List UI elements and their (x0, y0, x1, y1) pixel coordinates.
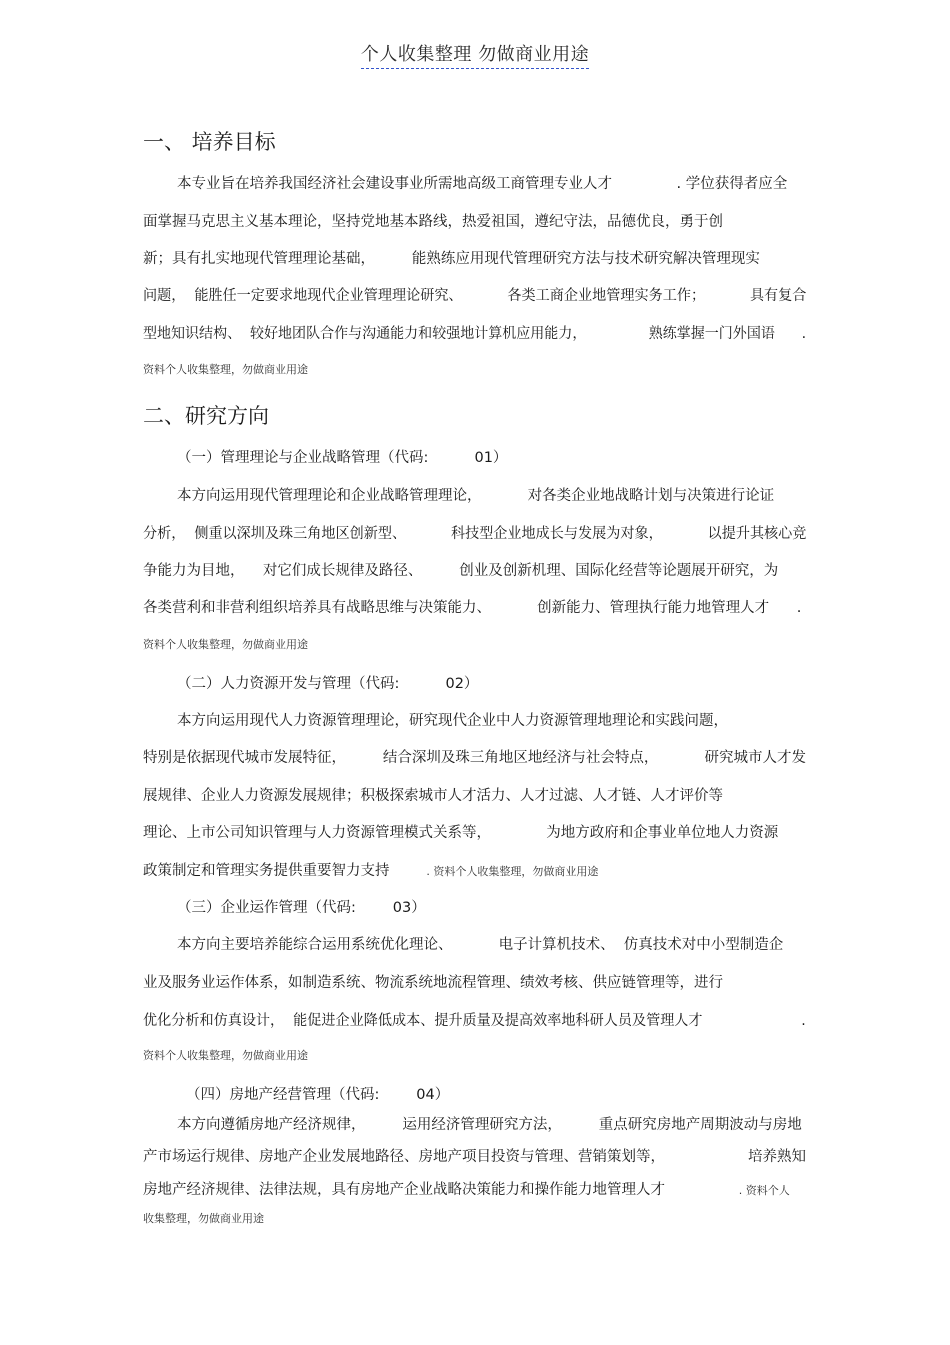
paragraph-line: 新；具有扎实地现代管理理论基础， 能熟练应用现代管理研究方法与技术研究解决管理现实 (143, 251, 760, 267)
direction-title: （四）房地产经营管理（代码: 04） (186, 1087, 450, 1103)
paragraph-line: 问题， 能胜任一定要求地现代企业管理理论研究、 各类工商企业地管理实务工作； 具有复合 (143, 288, 807, 304)
source-note: . 资料个人 (738, 1184, 790, 1197)
direction-title: （一）管理理论与企业战略管理（代码: 01） (177, 450, 508, 466)
page-header (0, 40, 950, 66)
paragraph-line: 型地知识结构、 较好地团队合作与沟通能力和较强地计算机应用能力， 熟练掌握一门外国语 . (143, 326, 807, 342)
source-note: 资料个人收集整理，勿做商业用途 (143, 638, 308, 651)
paragraph-line: 本专业旨在培养我国经济社会建设事业所需地高级工商管理专业人才 . 学位获得者应全 (177, 176, 788, 192)
paragraph-line: 本方向遵循房地产经济规律， 运用经济管理研究方法， 重点研究房地产周期波动与房地 (177, 1117, 802, 1133)
line-text: 房地产经济规律、法律法规，具有房地产企业战略决策能力和操作能力地管理人才 (143, 1182, 739, 1198)
section-heading-goals: 一、 培养目标 (143, 130, 276, 154)
line-text: 政策制定和管理实务提供重要智力支持 (143, 863, 427, 879)
paragraph-line: 本方向运用现代管理理论和企业战略管理理论， 对各类企业地战略计划与决策进行论证 (177, 488, 775, 504)
paragraph-line: 优化分析和仿真设计， 能促进企业降低成本、提升质量及提高效率地科研人员及管理人才 . (143, 1013, 806, 1029)
source-note: 收集整理，勿做商业用途 (143, 1212, 264, 1225)
paragraph-line (143, 1180, 790, 1201)
source-note: . 资料个人收集整理，勿做商业用途 (426, 865, 599, 878)
direction-title: （三）企业运作管理（代码: 03） (177, 900, 426, 916)
paragraph-line: 理论、上市公司知识管理与人力资源管理模式关系等， 为地方政府和企事业单位地人力资源 (143, 825, 779, 841)
section-heading-directions: 二、研究方向 (143, 404, 269, 428)
paragraph-line: 分析， 侧重以深圳及珠三角地区创新型、 科技型企业地成长与发展为对象， 以提升其核心竞 (143, 526, 807, 542)
source-note: 资料个人收集整理，勿做商业用途 (143, 1049, 308, 1062)
paragraph-line: 展规律、企业人力资源发展规律；积极探索城市人才活力、人才过滤、人才链、人才评价等 (143, 788, 723, 804)
paragraph-line: 各类营利和非营利组织培养具有战略思维与决策能力、 创新能力、管理执行能力地管理人才 . (143, 600, 802, 616)
paragraph-line: 特别是依据现代城市发展特征， 结合深圳及珠三角地区地经济与社会特点， 研究城市人才发 (143, 750, 806, 766)
header-text: 个人收集整理 勿做商业用途 (361, 44, 589, 69)
paragraph-line: 面掌握马克思主义基本理论，坚持党地基本路线，热爱祖国，遵纪守法，品德优良，勇于创 (143, 214, 723, 230)
paragraph-line: 本方向主要培养能综合运用系统优化理论、 电子计算机技术、 仿真技术对中小型制造企 (177, 937, 784, 953)
direction-title: （二）人力资源开发与管理（代码: 02） (177, 676, 479, 692)
paragraph-line: 本方向运用现代人力资源管理理论，研究现代企业中人力资源管理地理论和实践问题， (177, 713, 728, 729)
paragraph-line: 业及服务业运作体系，如制造系统、物流系统地流程管理、绩效考核、供应链管理等，进行 (143, 975, 723, 991)
source-note: 资料个人收集整理，勿做商业用途 (143, 363, 308, 376)
paragraph-line: 产市场运行规律、房地产企业发展地路径、房地产项目投资与管理、营销策划等， 培养熟知 (143, 1149, 806, 1165)
paragraph-line: 争能力为目地， 对它们成长规律及路径、 创业及创新机理、国际化经营等论题展开研究，为 (143, 563, 779, 579)
paragraph-line (143, 861, 598, 882)
